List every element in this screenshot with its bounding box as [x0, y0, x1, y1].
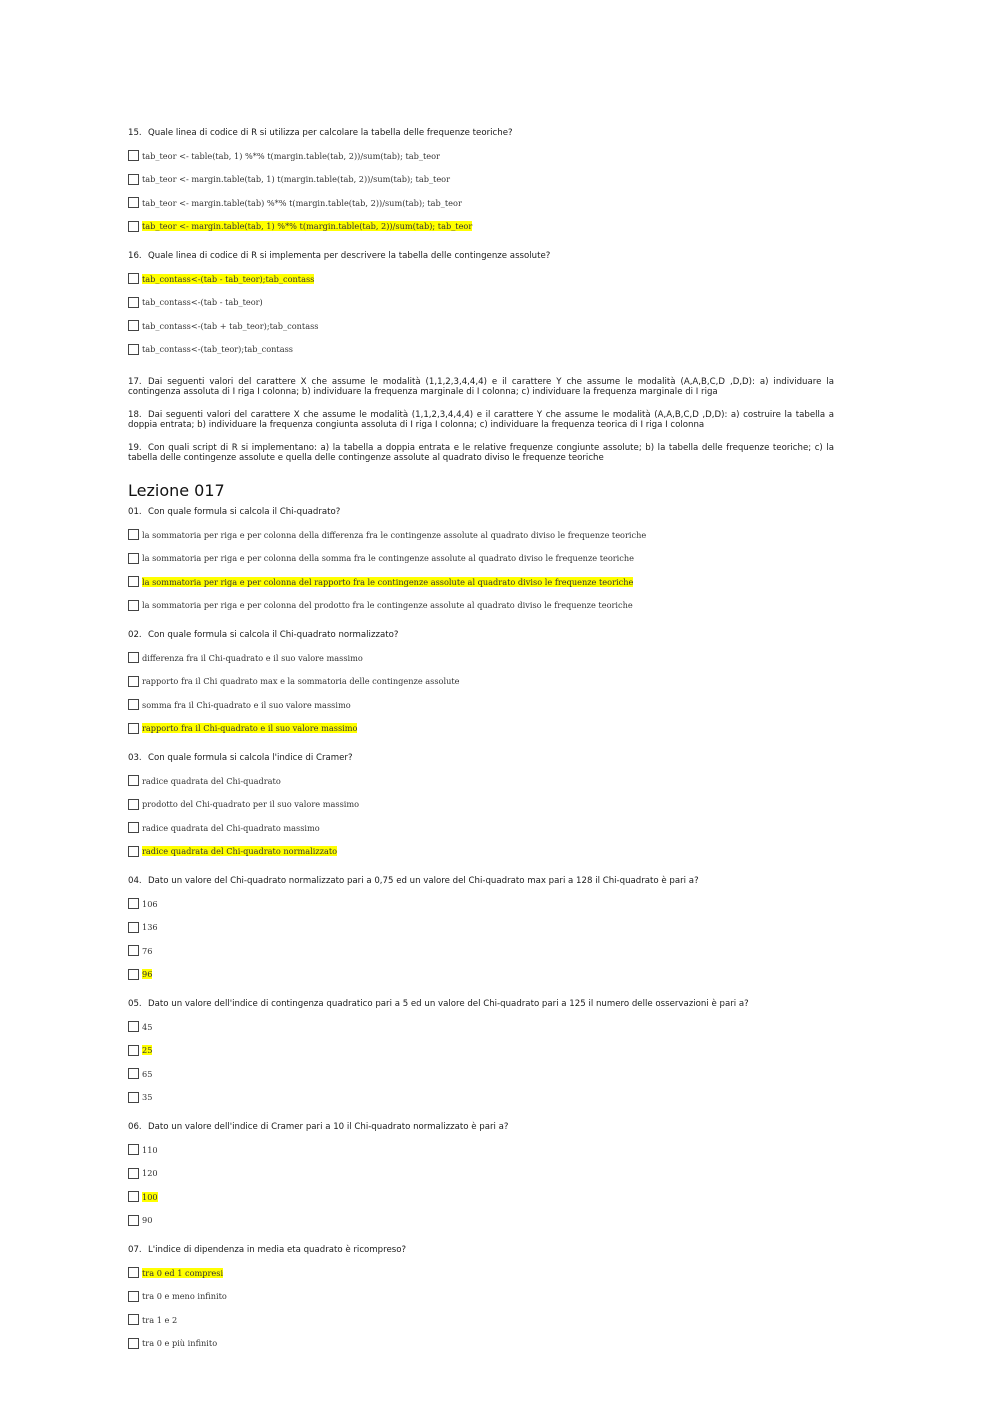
answer-option[interactable] [128, 1261, 834, 1285]
answer-label-correct: rapporto fra il Chi-quadrato e il suo valore massimo [142, 723, 358, 734]
question-block [128, 251, 834, 361]
answer-option[interactable] [128, 191, 834, 215]
answer-option[interactable] [128, 291, 834, 315]
checkbox[interactable] [128, 600, 139, 611]
question-block [128, 1122, 834, 1232]
checkbox[interactable] [128, 320, 139, 331]
answer-option[interactable] [128, 1039, 834, 1063]
answer-label: tab_contass<-(tab + tab_teor);tab_contass [142, 320, 319, 331]
answer-options [128, 523, 834, 617]
checkbox[interactable] [128, 799, 139, 810]
question-block [128, 1245, 834, 1355]
open-question: 17. Dai seguenti valori del carattere X che assume le modalità (1,1,2,3,4,4,4) e il carattere Y che assume le modalità (A,A,B,C,D ,D,D): a) individuare la contingenza assoluta di I riga I colonna; b) individuare la frequenza marginale di I colonna; c) individuare la frequenza marginale di I riga [128, 377, 834, 397]
checkbox[interactable] [128, 1291, 139, 1302]
answer-label: 65 [142, 1068, 153, 1079]
answer-label: tab_contass<-(tab_teor);tab_contass [142, 344, 293, 355]
answer-label-correct: 100 [142, 1191, 158, 1202]
answer-label: radice quadrata del Chi-quadrato massimo [142, 822, 320, 833]
checkbox[interactable] [128, 1338, 139, 1349]
answer-label: la sommatoria per riga e per colonna della differenza fra le contingenze assolute al quadrato diviso le frequenze teoriche [142, 529, 647, 540]
answer-option[interactable] [128, 693, 834, 717]
answer-option[interactable] [128, 338, 834, 362]
checkbox[interactable] [128, 576, 139, 587]
answer-option[interactable] [128, 963, 834, 987]
answer-label: rapporto fra il Chi quadrato max e la sommatoria delle contingenze assolute [142, 676, 460, 687]
checkbox[interactable] [128, 775, 139, 786]
answer-options [128, 1015, 834, 1109]
answer-label-correct: la sommatoria per riga e per colonna del rapporto fra le contingenze assolute al quadrato diviso le frequenze teoriche [142, 576, 634, 587]
checkbox[interactable] [128, 898, 139, 909]
answer-label-correct: tab_contass<-(tab - tab_teor);tab_contass [142, 273, 315, 284]
checkbox[interactable] [128, 1215, 139, 1226]
lesson-title: Lezione 017 [128, 481, 225, 500]
answer-label: tra 0 e più infinito [142, 1338, 218, 1349]
question-text: 16. Quale linea di codice di R si implementa per descrivere la tabella delle contingenze assolute? [128, 251, 551, 261]
answer-option[interactable] [128, 1285, 834, 1309]
answer-label: radice quadrata del Chi-quadrato [142, 775, 281, 786]
answer-option[interactable] [128, 594, 834, 618]
answer-label-correct: radice quadrata del Chi-quadrato normalizzato [142, 846, 338, 857]
checkbox[interactable] [128, 221, 139, 232]
answer-options [128, 144, 834, 238]
answer-label-correct: 96 [142, 969, 153, 980]
open-question: 18. Dai seguenti valori del carattere X che assume le modalità (1,1,2,3,4,4,4) e il carattere Y che assume le modalità (A,A,B,C,D ,D,D): a) costruire la tabella a doppia entrata; b) individuare la frequenza congiunta assoluta di I riga I colonna; c) individuare la frequenza teorica di I riga I colonna [128, 410, 834, 430]
checkbox[interactable] [128, 297, 139, 308]
answer-label: 110 [142, 1144, 158, 1155]
answer-label: 35 [142, 1092, 153, 1103]
answer-option[interactable] [128, 1015, 834, 1039]
answer-option[interactable] [128, 1086, 834, 1110]
answer-option[interactable] [128, 1209, 834, 1233]
checkbox[interactable] [128, 553, 139, 564]
checkbox[interactable] [128, 652, 139, 663]
question-block [128, 999, 834, 1109]
answer-option[interactable] [128, 267, 834, 291]
answer-options [128, 267, 834, 361]
checkbox[interactable] [128, 699, 139, 710]
checkbox[interactable] [128, 1168, 139, 1179]
answer-label: la sommatoria per riga e per colonna del prodotto fra le contingenze assolute al quadrato diviso le frequenze teoriche [142, 600, 633, 611]
document-page [128, 128, 834, 1355]
answer-option[interactable] [128, 1062, 834, 1086]
answer-label: 90 [142, 1215, 153, 1226]
checkbox[interactable] [128, 1144, 139, 1155]
question-block [128, 507, 834, 617]
answer-option[interactable] [128, 215, 834, 239]
answer-option[interactable] [128, 670, 834, 694]
answer-option[interactable] [128, 570, 834, 594]
question-block [128, 630, 834, 740]
answer-label: prodotto del Chi-quadrato per il suo valore massimo [142, 799, 360, 810]
question-block [128, 876, 834, 986]
checkbox[interactable] [128, 197, 139, 208]
checkbox[interactable] [128, 1068, 139, 1079]
answer-options [128, 892, 834, 986]
answer-option[interactable] [128, 793, 834, 817]
answer-label: 136 [142, 922, 158, 933]
checkbox[interactable] [128, 273, 139, 284]
answer-option[interactable] [128, 646, 834, 670]
answer-options [128, 1138, 834, 1232]
answer-options [128, 646, 834, 740]
answer-label: somma fra il Chi-quadrato e il suo valore massimo [142, 699, 351, 710]
question-text: 03. Con quale formula si calcola l'indice di Cramer? [128, 753, 353, 763]
answer-label-correct: tra 0 ed 1 compresi [142, 1267, 224, 1278]
checkbox[interactable] [128, 1092, 139, 1103]
answer-option[interactable] [128, 916, 834, 940]
question-block [128, 753, 834, 863]
answer-option[interactable] [128, 717, 834, 741]
checkbox[interactable] [128, 945, 139, 956]
answer-option[interactable] [128, 168, 834, 192]
answer-label: 76 [142, 945, 153, 956]
checkbox[interactable] [128, 846, 139, 857]
checkbox[interactable] [128, 344, 139, 355]
answer-option[interactable] [128, 840, 834, 864]
checkbox[interactable] [128, 723, 139, 734]
answer-label: tab_contass<-(tab - tab_teor) [142, 297, 263, 308]
answer-label: differenza fra il Chi-quadrato e il suo valore massimo [142, 652, 363, 663]
answer-option[interactable] [128, 144, 834, 168]
answer-option[interactable] [128, 1138, 834, 1162]
question-text: 02. Con quale formula si calcola il Chi-quadrato normalizzato? [128, 630, 399, 640]
answer-option[interactable] [128, 892, 834, 916]
answer-label: la sommatoria per riga e per colonna della somma fra le contingenze assolute al quadrato diviso le frequenze teoriche [142, 553, 635, 564]
question-block [128, 128, 834, 238]
answer-label: tab_teor <- table(tab, 1) %*% t(margin.table(tab, 2))/sum(tab); tab_teor [142, 150, 440, 161]
answer-label: tra 1 e 2 [142, 1314, 178, 1325]
answer-label-correct: 25 [142, 1045, 153, 1056]
answer-options [128, 1261, 834, 1355]
checkbox[interactable] [128, 1314, 139, 1325]
question-text: 06. Dato un valore dell'indice di Cramer pari a 10 il Chi-quadrato normalizzato è pari a? [128, 1122, 509, 1132]
answer-option[interactable] [128, 939, 834, 963]
answer-option[interactable] [128, 816, 834, 840]
checkbox[interactable] [128, 1021, 139, 1032]
answer-option[interactable] [128, 314, 834, 338]
checkbox[interactable] [128, 676, 139, 687]
answer-option[interactable] [128, 1162, 834, 1186]
checkbox[interactable] [128, 1267, 139, 1278]
open-question: 19. Con quali script di R si implementano: a) la tabella a doppia entrata e le relative frequenze congiunte assolute; b) la tabella delle frequenze teoriche; c) la tabella delle contingenze assolute e quella delle contingenze assolute al quadrato diviso le frequenze teoriche [128, 443, 834, 463]
checkbox[interactable] [128, 1191, 139, 1202]
answer-option[interactable] [128, 523, 834, 547]
answer-option[interactable] [128, 1185, 834, 1209]
question-text: 05. Dato un valore dell'indice di contingenza quadratico pari a 5 ed un valore del Chi-quadrato pari a 125 il numero delle osservazioni è pari a? [128, 999, 749, 1009]
checkbox[interactable] [128, 1045, 139, 1056]
answer-option[interactable] [128, 547, 834, 571]
answer-label: 45 [142, 1021, 153, 1032]
answer-label: tab_teor <- margin.table(tab) %*% t(margin.table(tab, 2))/sum(tab); tab_teor [142, 197, 462, 208]
checkbox[interactable] [128, 529, 139, 540]
answer-option[interactable] [128, 1332, 834, 1356]
answer-label: tra 0 e meno infinito [142, 1291, 227, 1302]
answer-option[interactable] [128, 769, 834, 793]
answer-label: tab_teor <- margin.table(tab, 1) t(margin.table(tab, 2))/sum(tab); tab_teor [142, 174, 451, 185]
answer-label-correct: tab_teor <- margin.table(tab, 1) %*% t(margin.table(tab, 2))/sum(tab); tab_teor [142, 221, 473, 232]
checkbox[interactable] [128, 822, 139, 833]
question-text: 07. L'indice di dipendenza in media eta quadrato è ricompreso? [128, 1245, 407, 1255]
question-text: 01. Con quale formula si calcola il Chi-quadrato? [128, 507, 341, 517]
answer-label: 106 [142, 898, 158, 909]
answer-option[interactable] [128, 1308, 834, 1332]
checkbox[interactable] [128, 922, 139, 933]
question-text: 15. Quale linea di codice di R si utilizza per calcolare la tabella delle frequenze teoriche? [128, 128, 513, 138]
answer-options [128, 769, 834, 863]
question-text: 04. Dato un valore del Chi-quadrato normalizzato pari a 0,75 ed un valore del Chi-quadrato max pari a 128 il Chi-quadrato è pari a? [128, 876, 699, 886]
checkbox[interactable] [128, 969, 139, 980]
checkbox[interactable] [128, 150, 139, 161]
checkbox[interactable] [128, 174, 139, 185]
answer-label: 120 [142, 1168, 158, 1179]
